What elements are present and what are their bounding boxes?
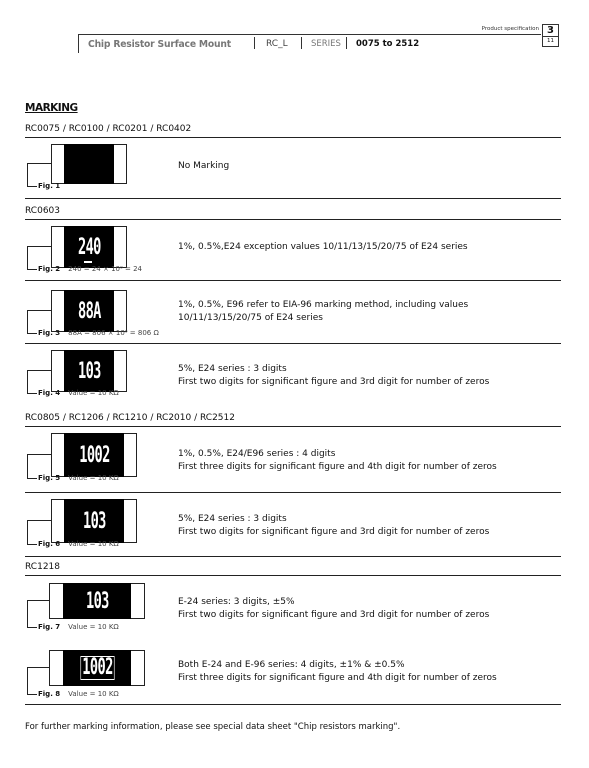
page-total: 11 bbox=[543, 36, 558, 46]
leader-line bbox=[27, 478, 37, 479]
leader-line bbox=[27, 269, 37, 270]
figure-number: Fig. 1 bbox=[38, 182, 61, 190]
product-spec-label: Product specification bbox=[481, 26, 539, 32]
leader-line bbox=[27, 694, 37, 695]
leader-line bbox=[27, 600, 28, 628]
marking-code: 1002 bbox=[81, 655, 113, 680]
figure-number: Fig. 2 bbox=[38, 265, 61, 273]
group-label: RC1218 bbox=[25, 562, 60, 572]
marking-code: 103 bbox=[77, 358, 101, 384]
leader-line bbox=[27, 520, 51, 521]
chip-diagram-fig-6 bbox=[51, 499, 137, 543]
figure-label bbox=[38, 329, 159, 337]
figure-description bbox=[178, 363, 489, 389]
chip-diagram-fig-1 bbox=[51, 144, 127, 184]
chip-diagram-fig-4 bbox=[51, 350, 127, 392]
figure-description bbox=[178, 448, 497, 474]
figure-caption: Value = 10 KΩ bbox=[68, 389, 119, 397]
divider-rule bbox=[25, 426, 561, 427]
leader-line bbox=[27, 667, 28, 695]
leader-line bbox=[27, 454, 28, 479]
part-code: RC_L bbox=[266, 39, 288, 49]
chip-resistive-body bbox=[64, 433, 124, 477]
section-heading: MARKING bbox=[25, 102, 78, 114]
leader-line bbox=[27, 186, 37, 187]
divider-rule bbox=[25, 343, 561, 344]
divider-rule bbox=[25, 575, 561, 576]
chip-diagram-fig-3 bbox=[51, 290, 127, 332]
figure-number: Fig. 7 bbox=[38, 623, 61, 631]
figure-label bbox=[38, 623, 119, 631]
leader-line bbox=[27, 544, 37, 545]
description-line: No Marking bbox=[178, 161, 230, 171]
leader-line bbox=[27, 333, 37, 334]
marking-code: 103 bbox=[85, 588, 109, 614]
description-line: 1%, 0.5%,E24 exception values 10/11/13/15/20/75 of E24 series bbox=[178, 242, 468, 252]
marking-code: 103 bbox=[82, 508, 106, 534]
chip-resistive-body bbox=[64, 350, 114, 392]
leader-line bbox=[27, 310, 51, 311]
leader-line bbox=[27, 393, 37, 394]
header-divider bbox=[346, 37, 347, 49]
description-line: 5%, E24 series : 3 digits bbox=[178, 514, 287, 524]
leader-line bbox=[27, 454, 51, 455]
leader-line bbox=[27, 370, 28, 394]
chip-diagram-fig-7 bbox=[49, 583, 145, 619]
description-line: 5%, E24 series : 3 digits bbox=[178, 364, 287, 374]
figure-caption: Value = 10 KΩ bbox=[68, 690, 119, 698]
leader-line bbox=[27, 667, 49, 668]
description-line: E-24 series: 3 digits, ±5% bbox=[178, 597, 295, 607]
group-label: RC0805 / RC1206 / RC1210 / RC2010 / RC2512 bbox=[25, 413, 235, 423]
divider-rule bbox=[25, 137, 561, 138]
figure-description bbox=[178, 299, 468, 325]
figure-label bbox=[38, 690, 119, 698]
chip-diagram-fig-8 bbox=[49, 650, 145, 686]
figure-label bbox=[38, 389, 119, 397]
divider-rule bbox=[25, 280, 561, 281]
leader-line bbox=[27, 163, 28, 187]
chip-resistive-body bbox=[63, 583, 131, 619]
chip-resistive-body bbox=[64, 290, 114, 332]
marking-code: 1002 bbox=[78, 442, 110, 468]
description-line: First three digits for significant figure and 4th digit for number of zeros bbox=[178, 462, 497, 472]
chip-resistive-body bbox=[64, 144, 114, 184]
divider-rule bbox=[25, 219, 561, 220]
page-number: 3 bbox=[547, 25, 554, 36]
figure-description bbox=[178, 659, 497, 685]
footer-note: For further marking information, please see special data sheet "Chip resistors marking". bbox=[25, 722, 401, 732]
header-divider bbox=[254, 37, 255, 49]
figure-description bbox=[178, 596, 489, 622]
chip-resistive-body bbox=[64, 499, 124, 543]
figure-number: Fig. 6 bbox=[38, 540, 61, 548]
group-label: RC0603 bbox=[25, 206, 60, 216]
code-underline-mark bbox=[84, 261, 92, 263]
leader-line bbox=[27, 310, 28, 334]
marking-code: 240 bbox=[77, 234, 101, 260]
description-line: 1%, 0.5%, E24/E96 series : 4 digits bbox=[178, 449, 336, 459]
group-label: RC0075 / RC0100 / RC0201 / RC0402 bbox=[25, 124, 192, 134]
figure-number: Fig. 4 bbox=[38, 389, 61, 397]
marking-code: 88A bbox=[77, 298, 101, 324]
description-line: First three digits for significant figure and 4th digit for number of zeros bbox=[178, 673, 497, 683]
figure-number: Fig. 8 bbox=[38, 690, 61, 698]
leader-line bbox=[27, 246, 51, 247]
figure-caption: 240 = 24 × 10⁰ = 24 bbox=[68, 265, 143, 273]
description-line: 10/11/13/15/20/75 of E24 series bbox=[178, 313, 323, 323]
series-label: SERIES bbox=[311, 39, 341, 49]
leader-line bbox=[27, 370, 51, 371]
description-line: Both E-24 and E-96 series: 4 digits, ±1% & ±0.5% bbox=[178, 660, 405, 670]
leader-line bbox=[27, 600, 49, 601]
figure-caption: 88A = 806 × 10⁰ = 806 Ω bbox=[68, 329, 159, 337]
divider-rule bbox=[25, 492, 561, 493]
description-line: 1%, 0.5%, E96 refer to EIA-96 marking method, including values bbox=[178, 300, 469, 310]
figure-label bbox=[38, 265, 142, 273]
divider-rule bbox=[25, 704, 561, 705]
figure-description bbox=[178, 241, 468, 254]
header-bar bbox=[78, 34, 541, 53]
figure-caption: Value = 10 KΩ bbox=[68, 540, 119, 548]
figure-description bbox=[178, 513, 489, 539]
size-range: 0075 to 2512 bbox=[356, 39, 420, 49]
document-title: Chip Resistor Surface Mount bbox=[88, 39, 231, 50]
chip-resistive-body bbox=[63, 650, 131, 686]
leader-line bbox=[27, 163, 51, 164]
description-line: First two digits for significant figure and 3rd digit for number of zeros bbox=[178, 610, 490, 620]
description-line: First two digits for significant figure and 3rd digit for number of zeros bbox=[178, 527, 490, 537]
leader-line bbox=[27, 627, 37, 628]
description-line: First two digits for significant figure and 3rd digit for number of zeros bbox=[178, 377, 490, 387]
figure-label bbox=[38, 182, 60, 190]
page-number-box bbox=[542, 24, 559, 47]
figure-number: Fig. 3 bbox=[38, 329, 61, 337]
leader-line bbox=[27, 520, 28, 545]
figure-caption: Value = 10 KΩ bbox=[68, 623, 119, 631]
divider-rule bbox=[25, 556, 561, 557]
figure-label bbox=[38, 474, 119, 482]
leader-line bbox=[27, 246, 28, 270]
figure-label bbox=[38, 540, 119, 548]
chip-diagram-fig-2 bbox=[51, 226, 127, 268]
figure-caption: Value = 10 KΩ bbox=[68, 474, 119, 482]
divider-rule bbox=[25, 198, 561, 199]
chip-diagram-fig-5 bbox=[51, 433, 137, 477]
figure-description bbox=[178, 160, 229, 173]
figure-number: Fig. 5 bbox=[38, 474, 61, 482]
header-divider bbox=[301, 37, 302, 49]
